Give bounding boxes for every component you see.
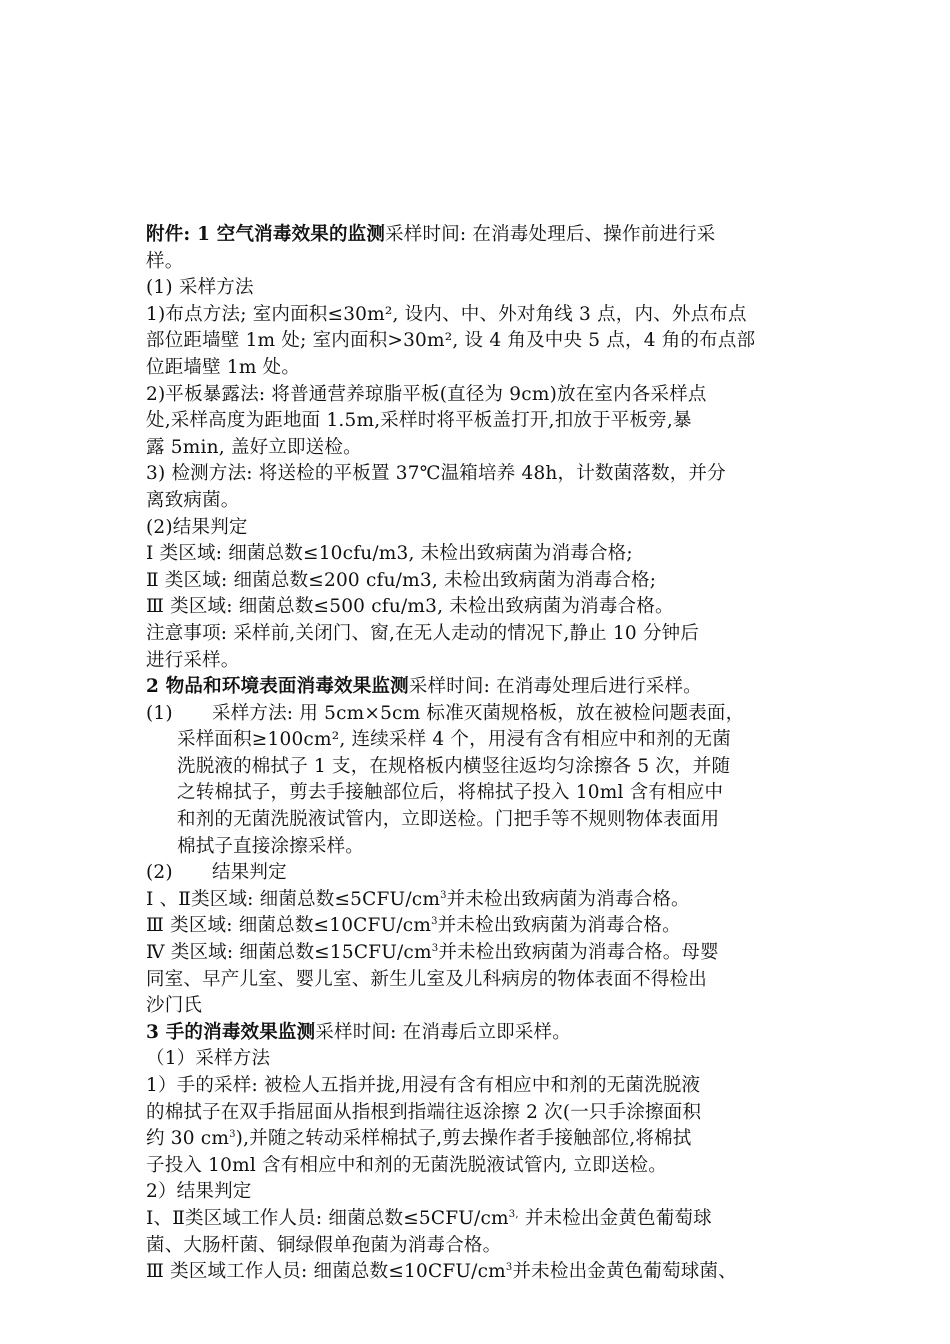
s2-heading: 2 物品和环境表面消毒效果监测 [146, 676, 409, 698]
s1-time-note-cont: 样。 [146, 250, 184, 272]
s2-time-note: 采样时间: 在消毒处理后进行采样。 [408, 676, 702, 698]
s1-heading: 附件: 1 空气消毒效果的监测 [146, 224, 386, 245]
s2-result-2-a: Ⅲ 类区域: 细菌总数≤10CFU/cm [146, 915, 432, 937]
s2-result-2 [146, 913, 811, 940]
s2-method-l2: 采样面积≥100cm², 连续采样 4 个，用浸有含有相应中和剂的无菌 [177, 729, 731, 751]
s1-result-2: Ⅱ 类区域: 细菌总数≤200 cfu/m3, 未检出致病菌为消毒合格; [146, 569, 657, 591]
s1-p1-l2: 部位距墙壁 1m 处; 室内面积>30m², 设 4 角及中央 5 点，4 角的布点部 [146, 330, 756, 352]
s3-p1-l3-sup: 3 [229, 1129, 236, 1141]
s2-result-2-b: 并未检出致病菌为消毒合格。 [437, 915, 681, 937]
s2-result-1-sup: 3 [440, 889, 447, 901]
s2-result-1-a: Ⅰ 、Ⅱ类区域: 细菌总数≤5CFU/cm [146, 888, 441, 910]
s1-p3-l2: 离致病菌。 [146, 489, 240, 511]
s3-p1-l3 [146, 1126, 811, 1153]
s2-result-3 [146, 940, 811, 967]
s3-result-1-sup: 3, [508, 1208, 519, 1220]
s3-result-title: 2）结果判定 [146, 1181, 252, 1203]
s2-heading-line [146, 674, 811, 701]
s1-p1-l1: 1)布点方法; 室内面积≤30m², 设内、中、外对角线 3 点，内、外点布点 [146, 303, 747, 325]
s2-method-label: (1) [146, 702, 173, 724]
s2-method-l1 [146, 701, 811, 728]
s1-result-1: Ⅰ 类区域: 细菌总数≤10cfu/m3, 未检出致病菌为消毒合格; [146, 543, 633, 565]
s2-result-3-l3: 沙门氏 [146, 995, 203, 1017]
s3-result-2-a: Ⅲ 类区域工作人员: 细菌总数≤10CFU/cm [146, 1261, 506, 1283]
s2-result-2-sup: 3 [431, 916, 438, 928]
s3-heading: 3 手的消毒效果监测 [146, 1021, 316, 1043]
s3-result-2-sup: 3 [505, 1262, 513, 1273]
s3-heading-line [146, 1020, 811, 1047]
s2-method-l3: 洗脱液的棉拭子 1 支，在规格板内横竖往返均匀涂擦各 5 次，并随 [177, 755, 731, 777]
s3-result-2 [146, 1259, 811, 1286]
s1-time-note: 采样时间: 在消毒处理后、操作前进行采 [385, 224, 716, 245]
s2-result-3-a: Ⅳ 类区域: 细菌总数≤15CFU/cm [146, 942, 432, 964]
s2-result-3-sup: 3 [431, 942, 439, 954]
s1-p2-l3: 露 5min, 盖好立即送检。 [146, 436, 362, 458]
s2-result-title: 结果判定 [212, 862, 287, 884]
s1-note-l2: 进行采样。 [146, 649, 240, 671]
s3-result-1-l2: 菌、大肠杆菌、铜绿假单孢菌为消毒合格。 [146, 1234, 502, 1256]
s3-time-note: 采样时间: 在消毒后立即采样。 [315, 1021, 571, 1043]
s2-result-1 [146, 887, 811, 914]
s2-method-l4: 之转棉拭子，剪去手接触部位后，将棉拭子投入 10ml 含有相应中 [177, 782, 724, 804]
s3-p1-l1: 1）手的采样: 被检人五指并拢,用浸有含有相应中和剂的无菌洗脱液 [146, 1075, 701, 1096]
s2-method-text-1: 采样方法: 用 5cm×5cm 标准灭菌规格板，放在被检问题表面， [212, 702, 745, 724]
s1-p3-l1: 3) 检测方法: 将送检的平板置 37℃温箱培养 48h，计数菌落数，并分 [146, 463, 726, 485]
s2-method-l5: 和剂的无菌洗脱液试管内，立即送检。门把手等不规则物体表面用 [177, 809, 720, 831]
document-page [146, 222, 811, 1286]
s2-result-1-b: 并未检出致病菌为消毒合格。 [446, 888, 690, 910]
s3-p1-l3-a: 约 30 cm [146, 1128, 230, 1150]
s1-p2-l1: 2)平板暴露法: 将普通营养琼脂平板(直径为 9cm)放在室内各采样点 [146, 383, 707, 405]
s2-result-3-l2: 同室、早产儿室、婴儿室、新生儿室及儿科病房的物体表面不得检出 [146, 968, 708, 990]
s3-p1-l3-b: ),并随之转动采样棉拭子,剪去操作者手接触部位,将棉拭 [235, 1128, 692, 1150]
s1-result-3: Ⅲ 类区域: 细菌总数≤500 cfu/m3, 未检出致病菌为消毒合格。 [146, 596, 674, 618]
s3-p1-l4: 子投入 10ml 含有相应中和剂的无菌洗脱液试管内, 立即送检。 [146, 1154, 667, 1176]
s1-result-title: (2)结果判定 [146, 516, 248, 538]
s3-result-1-a: Ⅰ、Ⅱ类区域工作人员: 细菌总数≤5CFU/cm [146, 1207, 509, 1229]
s1-p2-l2: 处,采样高度为距地面 1.5m,采样时将平板盖打开,扣放于平板旁,暴 [146, 410, 692, 432]
s1-p1-l3: 位距墙壁 1m 处。 [146, 356, 301, 378]
s2-result-3-b: 并未检出致病菌为消毒合格。母婴 [438, 942, 719, 964]
s3-result-2-b: 并未检出金黄色葡萄球菌、 [512, 1261, 737, 1283]
s1-note-l1: 注意事项: 采样前,关闭门、窗,在无人走动的情况下,静止 10 分钟后 [146, 622, 700, 644]
s3-method-title: （1）采样方法 [146, 1048, 271, 1070]
s2-result-label: (2) [146, 862, 173, 884]
s3-result-1-b: 并未检出金黄色葡萄球 [518, 1207, 712, 1229]
s1-method-title: (1) 采样方法 [146, 277, 254, 299]
s1-heading-line [146, 222, 811, 249]
s2-method-l6: 棉拭子直接涂擦采样。 [177, 835, 365, 857]
s3-result-1 [146, 1206, 811, 1233]
s2-result-title-line [146, 860, 811, 887]
s3-p1-l2: 的棉拭子在双手指屈面从指根到指端往返涂擦 2 次(一只手涂擦面积 [146, 1101, 702, 1123]
